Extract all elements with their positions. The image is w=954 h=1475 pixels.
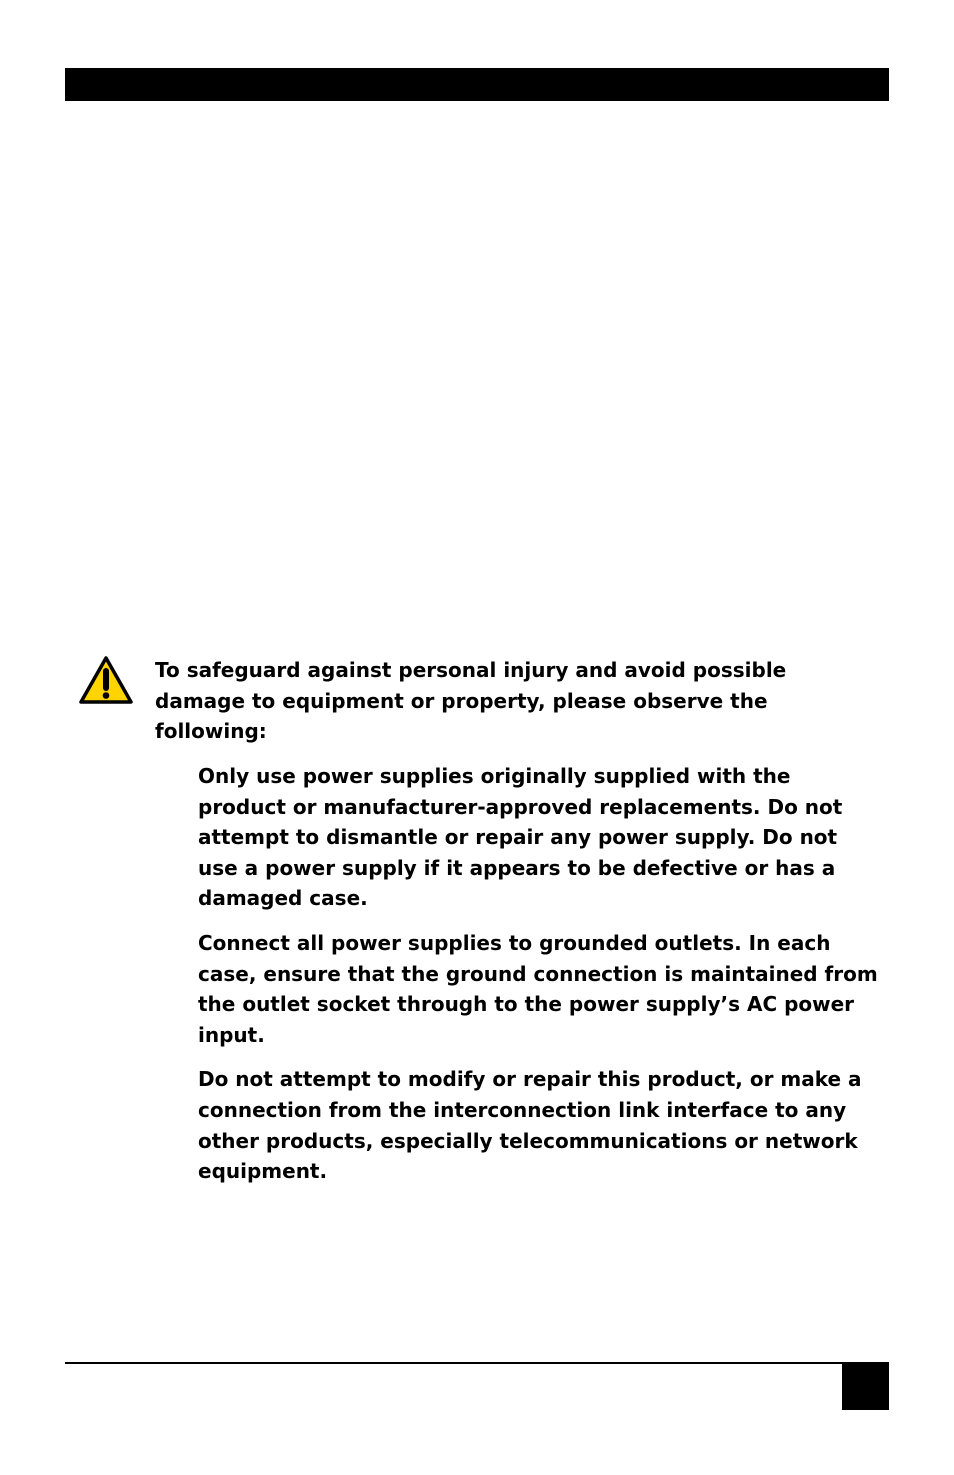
- warning-item-no-modification: Do not attempt to modify or repair this product, or make a connection from the interconnection link interface to any other products, especially telecommunications or network equipment.: [198, 1067, 862, 1184]
- header-bar: [65, 68, 889, 101]
- warning-triangle-icon: [78, 655, 134, 705]
- page-number-box: [842, 1364, 889, 1410]
- footer-rule: [65, 1362, 889, 1364]
- warning-item-power-supplies: Only use power supplies originally supplied with the product or manufacturer-approved replacements. Do not attempt to dismantle or repair any power supply. Do not use a power supply if it appears to be defective or has a damaged case.: [198, 764, 843, 911]
- warning-item-grounded-outlets: Connect all power supplies to grounded outlets. In each case, ensure that the ground connection is maintained from the outlet socket through to the power supply’s AC power input.: [198, 930, 878, 1047]
- warning-intro: To safeguard against personal injury and avoid possible damage to equipment or property, please observe the following:: [155, 658, 787, 744]
- warning-list: [198, 761, 878, 1201]
